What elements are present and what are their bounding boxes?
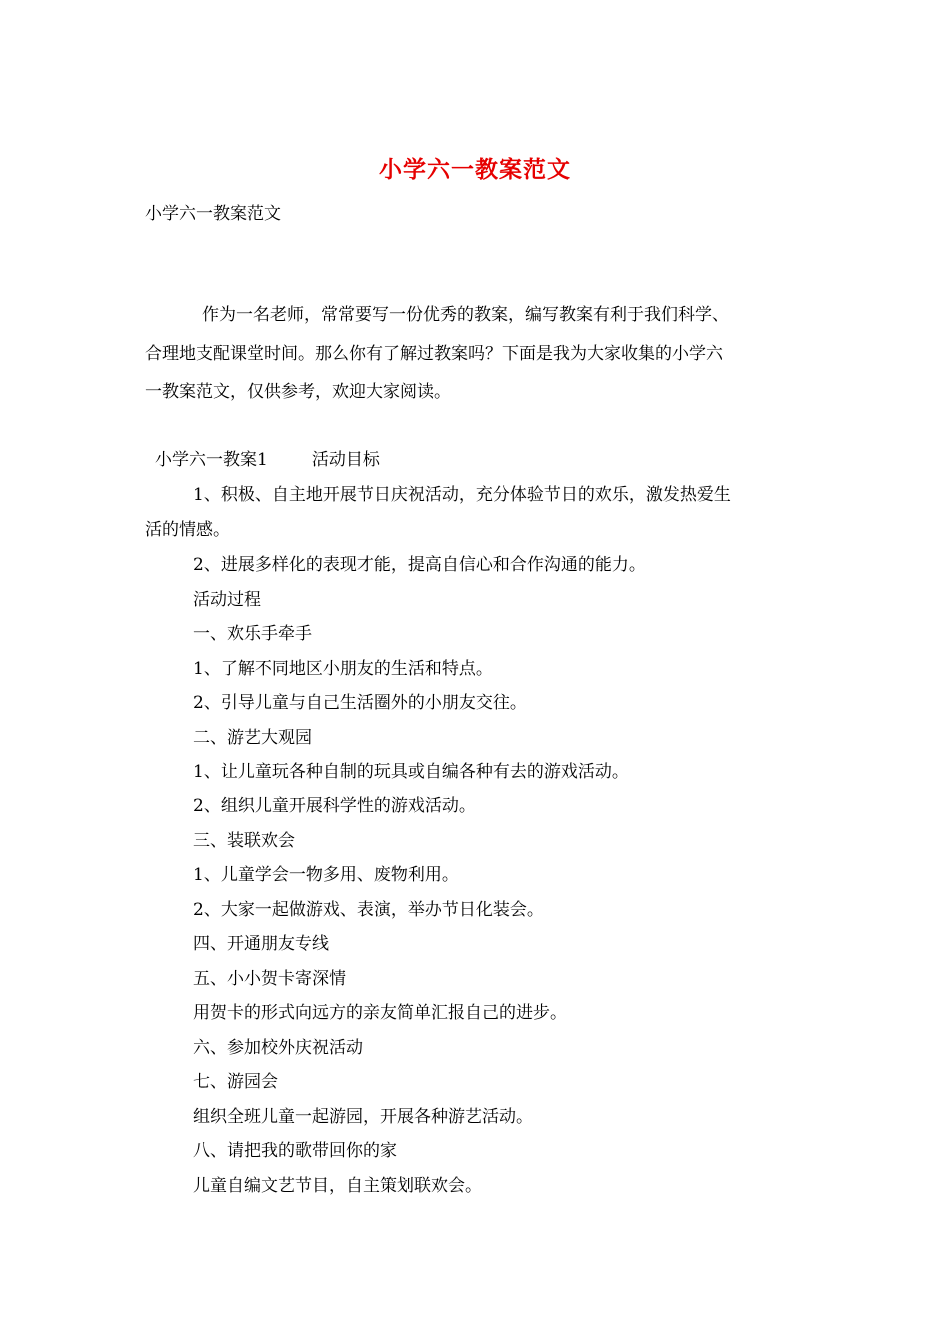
process-label: 活动过程 (193, 590, 261, 610)
document-subtitle: 小学六一教案范文 (145, 204, 281, 224)
process-line: 2、引导儿童与自己生活圈外的小朋友交往。 (193, 693, 527, 713)
process-line: 二、游艺大观园 (193, 728, 312, 748)
process-line: 2、组织儿童开展科学性的游戏活动。 (193, 796, 476, 816)
process-line: 八、请把我的歌带回你的家 (193, 1141, 397, 1161)
process-line: 七、游园会 (193, 1072, 278, 1092)
process-line: 六、参加校外庆祝活动 (193, 1038, 363, 1058)
intro-line-3: 一教案范文，仅供参考，欢迎大家阅读。 (145, 382, 451, 402)
process-line: 1、让儿童玩各种自制的玩具或自编各种有去的游戏活动。 (193, 762, 629, 782)
process-line: 用贺卡的形式向远方的亲友简单汇报自己的进步。 (193, 1003, 567, 1023)
process-line: 四、开通朋友专线 (193, 934, 329, 954)
intro-line-1: 作为一名老师，常常要写一份优秀的教案，编写教案有利于我们科学、 (202, 305, 729, 325)
process-line: 一、欢乐手牵手 (193, 624, 312, 644)
process-line: 2、大家一起做游戏、表演，举办节日化装会。 (193, 900, 544, 920)
intro-line-2: 合理地支配课堂时间。那么你有了解过教案吗？下面是我为大家收集的小学六 (145, 344, 723, 364)
goal-item-2: 2、进展多样化的表现才能，提高自信心和合作沟通的能力。 (193, 555, 646, 575)
process-line: 五、小小贺卡寄深情 (193, 969, 346, 989)
process-line: 三、装联欢会 (193, 831, 295, 851)
section-heading-row (155, 448, 380, 472)
goal-item-1: 1、积极、自主地开展节日庆祝活动，充分体验节日的欢乐，激发热爱生 (193, 485, 731, 505)
process-line: 1、了解不同地区小朋友的生活和特点。 (193, 659, 493, 679)
document-title: 小学六一教案范文 (379, 156, 571, 183)
goal-label: 活动目标 (311, 450, 380, 470)
section-heading: 小学六一教案1 (155, 450, 268, 470)
process-line: 儿童自编文艺节目，自主策划联欢会。 (193, 1176, 482, 1196)
process-line: 组织全班儿童一起游园，开展各种游艺活动。 (193, 1107, 533, 1127)
process-line: 1、儿童学会一物多用、废物利用。 (193, 865, 459, 885)
goal-item-1-cont: 活的情感。 (145, 520, 230, 540)
